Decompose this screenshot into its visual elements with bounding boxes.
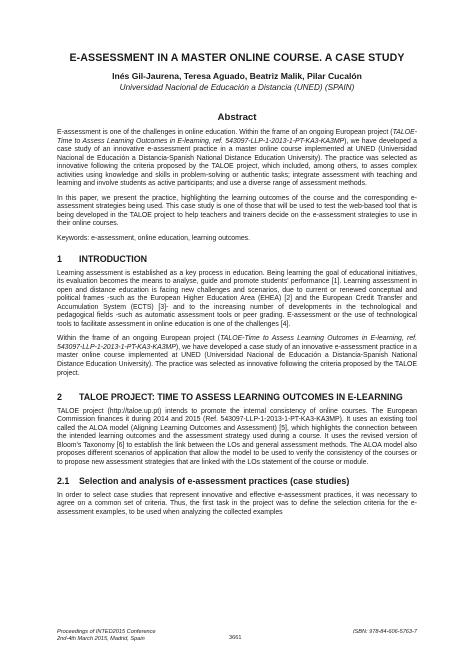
selection-paragraph-1: In order to select case studies that represent innovative and effective e-assessment practices, it was necessary to agree on a common set of criteria. Thus, the first task in the project was to define the selection criteria for the e-assessment examples, to be used when analyzing the collected examples [57, 491, 417, 516]
intro-paragraph-2: Within the frame of an ongoing European project (TALOE-Time to Assess Learning Outcomes in E-learning, ref. 543097-LLP-1-2013-1-PT-KA3-KA3MP), we have developed a case study of an innovative e-assessment practice in a master online course implemented at UNED (Universidad Nacional de Educación a Distancia-Spanish National Distance Education University). The practice was selected as innovative following the criteria proposed by the TALOE project. [57, 335, 417, 377]
author-list: Inés Gil-Jaurena, Teresa Aguado, Beatriz Malik, Pilar Cucalón [112, 71, 362, 81]
project-reference: TALOE-Time to Assess Learning Outcomes in E-learning, ref. 543097-LLP-1-2013-1-PT-KA3-KA3MP [57, 129, 417, 145]
abstract-paragraph-1: E-assessment is one of the challenges in online education. Within the frame of an ongoing European project (TALOE-Time to Assess Learning Outcomes in E-learning, ref. 543097-LLP-1-2013-1-PT-KA3-KA3MP), we have developed a case study of an innovative e-assessment practice in a master online course implemented at UNED (Universidad Nacional de Educación a Distancia-Spanish National Distance Education University). The practice was selected as innovative following the criteria proposed by the TALOE project, which included, among others, to asses complex activities using knowledge and skills in problem-solving or authentic tasks; integrate assessment with teaching and learning and involve students as active participants; and use a diverse range of assessment methods. [57, 129, 417, 188]
abstract-heading: Abstract [217, 112, 257, 123]
paper-title: E-ASSESSMENT IN A MASTER ONLINE COURSE. A CASE STUDY [69, 52, 405, 64]
footer-proceedings: Proceedings of INTED2015 Conference 2nd-4th March 2015, Madrid, Spain [57, 629, 156, 642]
intro-paragraph-1: Learning assessment is established as a key process in education. Being learning the goal of educational initiatives, its evaluation becomes the means to analyse, guide and promote students' performance [1]. Learning assessment in open and distance education is facing new challenges and scenarios, due to current or renewed conceptual and political frames -such as the European Higher Education Area (EHEA) [2] and the European Credit Transfer and Accumulation System (ECTS) [3]- and to the increasing number of developments in the technological and pedagogical fields -such as automatic assessment tools or peer grading. E-assessment or the use of technological tools to facilitate assessment in online education is one of the challenges [4]. [57, 269, 417, 328]
affiliation: Universidad Nacional de Educación a Distancia (UNED) (SPAIN) [119, 83, 355, 92]
page-number: 3661 [229, 635, 242, 641]
abstract-paragraph-2: In this paper, we present the practice, highlighting the learning outcomes of the course and the corresponding e-assessment strategies being used. This case study is one of those that will be used to test the web-based tool that is being developed in the TALOE project to help teachers and trainers decide on the e-assessment strategies to use in their online courses. [57, 194, 417, 228]
paper-page [57, 52, 417, 518]
project-reference: TALOE-Time to Assess Learning Outcomes in E-learning, ref. 543097-LLP-1-2013-1-PT-KA3-KA3MP [57, 335, 417, 351]
section-heading-taloe: 2 TALOE PROJECT: TIME TO ASSESS LEARNING OUTCOMES IN E-LEARNING [57, 392, 403, 403]
footer-isbn: ISBN: 978-84-606-5763-7 [352, 629, 417, 635]
section-heading-introduction: 1 INTRODUCTION [57, 254, 148, 265]
taloe-paragraph-1: TALOE project (http://taloe.up.pt) intends to promote the internal consistency of online courses. The European Commission finances it during 2014 and 2015 (Ref. 543097-LLP-1-2013-1-PT-KA3-KA3MP). It uses an existing tool called the ALOA model (Aligning Learning Outcomes and Assessment) [5], which highlights the connection between the intended learning outcomes and the assessment strategy used during a course. It uses the revised version of Bloom's Taxonomy [6] to establish the link between the LOs and general assessment methods. The ALOA model also proposes different scenarios of application that allow the model to be used to verify the consistency of the courses or to propose new assessment strategies that are linked with the LOs statement of the course or module. [57, 407, 417, 466]
section-heading-selection: 2.1 Selection and analysis of e-assessment practices (case studies) [57, 476, 350, 487]
keywords: Keywords: e-assessment, online education, learning outcomes. [57, 235, 251, 243]
